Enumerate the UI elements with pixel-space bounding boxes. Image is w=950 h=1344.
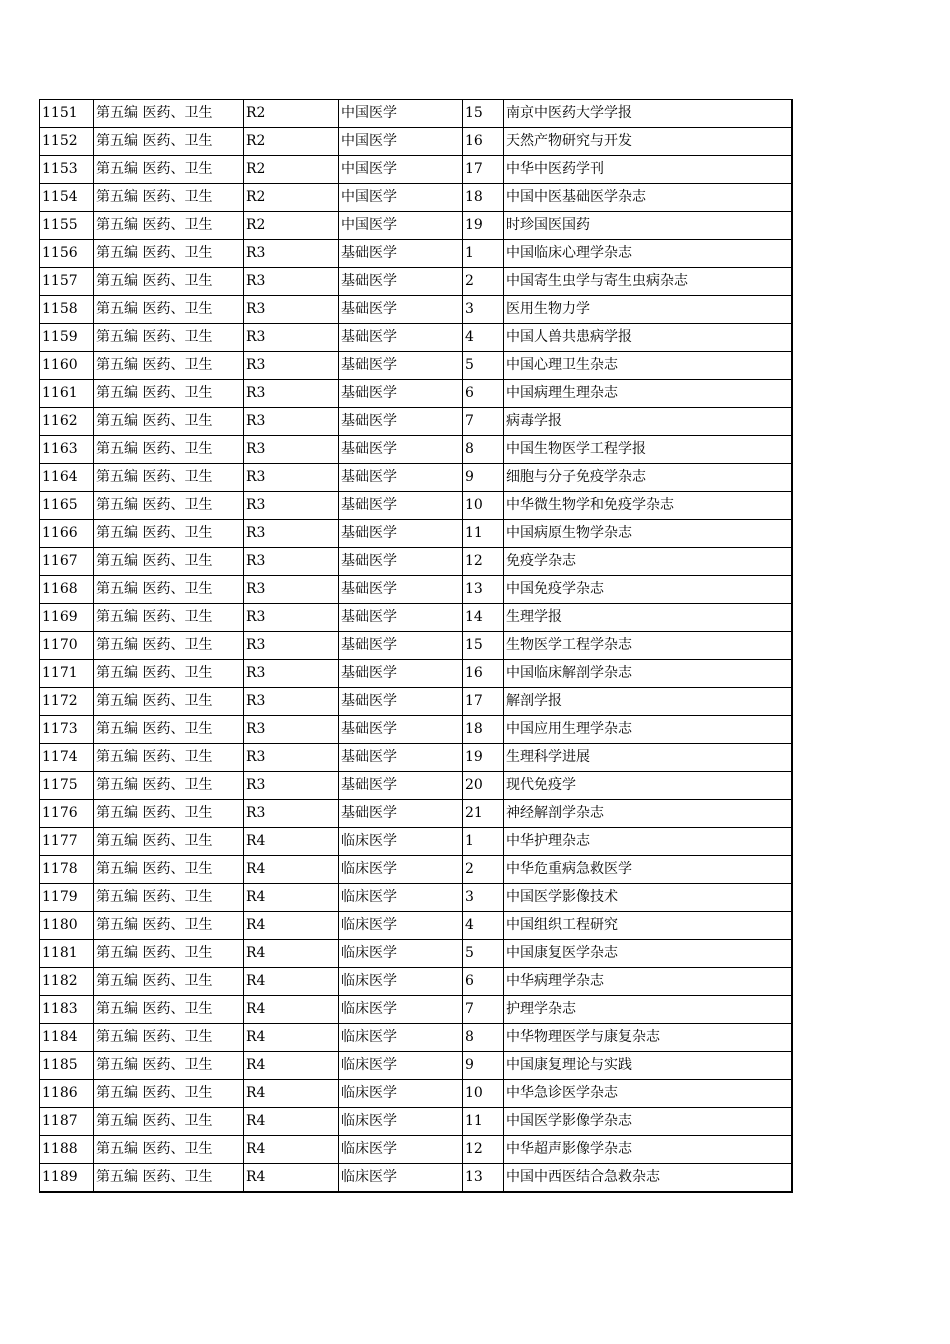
category-cell[interactable]: 基础医学 (339, 688, 463, 716)
journal-title-cell[interactable]: 神经解剖学杂志 (504, 800, 792, 828)
table-row (40, 268, 792, 296)
table-row (40, 128, 792, 156)
section-cell[interactable]: 第五编 医药、卫生 (94, 996, 244, 1024)
rank-cell[interactable]: 16 (463, 660, 504, 688)
table-row (40, 100, 792, 128)
section-cell[interactable]: 第五编 医药、卫生 (94, 1108, 244, 1136)
section-cell[interactable]: 第五编 医药、卫生 (94, 100, 244, 128)
row-number-cell[interactable]: 1159 (40, 324, 94, 352)
row-number-cell[interactable]: 1182 (40, 968, 94, 996)
category-cell[interactable]: 临床医学 (339, 884, 463, 912)
table-row (40, 940, 792, 968)
rank-cell[interactable]: 19 (463, 212, 504, 240)
table-row (40, 408, 792, 436)
section-cell[interactable]: 第五编 医药、卫生 (94, 744, 244, 772)
category-cell[interactable]: 中国医学 (339, 100, 463, 128)
table-row (40, 632, 792, 660)
table-row (40, 240, 792, 268)
class-code-cell[interactable]: R4 (244, 968, 339, 996)
journal-title-cell[interactable]: 免疫学杂志 (504, 548, 792, 576)
table-row (40, 1108, 792, 1136)
row-number-cell[interactable]: 1163 (40, 436, 94, 464)
category-cell[interactable]: 基础医学 (339, 352, 463, 380)
class-code-cell[interactable]: R3 (244, 772, 339, 800)
class-code-cell[interactable]: R3 (244, 548, 339, 576)
category-cell[interactable]: 临床医学 (339, 996, 463, 1024)
section-cell[interactable]: 第五编 医药、卫生 (94, 1080, 244, 1108)
class-code-cell[interactable]: R3 (244, 688, 339, 716)
rank-cell[interactable]: 1 (463, 828, 504, 856)
rank-cell[interactable]: 3 (463, 884, 504, 912)
row-number-cell[interactable]: 1156 (40, 240, 94, 268)
section-cell[interactable]: 第五编 医药、卫生 (94, 884, 244, 912)
class-code-cell[interactable]: R2 (244, 212, 339, 240)
category-cell[interactable]: 基础医学 (339, 548, 463, 576)
journal-title-cell[interactable]: 南京中医药大学学报 (504, 100, 792, 128)
category-cell[interactable]: 基础医学 (339, 324, 463, 352)
row-number-cell[interactable]: 1185 (40, 1052, 94, 1080)
rank-cell[interactable]: 19 (463, 744, 504, 772)
table-row (40, 548, 792, 576)
row-number-cell[interactable]: 1174 (40, 744, 94, 772)
section-cell[interactable]: 第五编 医药、卫生 (94, 940, 244, 968)
row-number-cell[interactable]: 1181 (40, 940, 94, 968)
rank-cell[interactable]: 12 (463, 1136, 504, 1164)
journal-title-cell[interactable]: 中华超声影像学杂志 (504, 1136, 792, 1164)
table-row (40, 856, 792, 884)
class-code-cell[interactable]: R3 (244, 716, 339, 744)
journal-title-cell[interactable]: 中国应用生理学杂志 (504, 716, 792, 744)
table-row (40, 1024, 792, 1052)
journal-title-cell[interactable]: 时珍国医国药 (504, 212, 792, 240)
rank-cell[interactable]: 2 (463, 856, 504, 884)
category-cell[interactable]: 临床医学 (339, 1108, 463, 1136)
row-number-cell[interactable]: 1178 (40, 856, 94, 884)
class-code-cell[interactable]: R4 (244, 828, 339, 856)
class-code-cell[interactable]: R3 (244, 436, 339, 464)
table-row (40, 1164, 792, 1193)
rank-cell[interactable]: 17 (463, 688, 504, 716)
class-code-cell[interactable]: R3 (244, 604, 339, 632)
class-code-cell[interactable]: R3 (244, 324, 339, 352)
row-number-cell[interactable]: 1176 (40, 800, 94, 828)
rank-cell[interactable]: 15 (463, 632, 504, 660)
table-row (40, 212, 792, 240)
row-number-cell[interactable]: 1188 (40, 1136, 94, 1164)
category-cell[interactable]: 基础医学 (339, 408, 463, 436)
section-cell[interactable]: 第五编 医药、卫生 (94, 716, 244, 744)
rank-cell[interactable]: 17 (463, 156, 504, 184)
category-cell[interactable]: 基础医学 (339, 800, 463, 828)
class-code-cell[interactable]: R4 (244, 884, 339, 912)
journal-title-cell[interactable]: 中华中医药学刊 (504, 156, 792, 184)
table-row (40, 296, 792, 324)
row-number-cell[interactable]: 1165 (40, 492, 94, 520)
section-cell[interactable]: 第五编 医药、卫生 (94, 576, 244, 604)
table-row (40, 828, 792, 856)
section-cell[interactable]: 第五编 医药、卫生 (94, 520, 244, 548)
journal-title-cell[interactable]: 中华护理杂志 (504, 828, 792, 856)
category-cell[interactable]: 临床医学 (339, 856, 463, 884)
rank-cell[interactable]: 5 (463, 940, 504, 968)
table-row (40, 772, 792, 800)
section-cell[interactable]: 第五编 医药、卫生 (94, 1052, 244, 1080)
journal-title-cell[interactable]: 中国临床心理学杂志 (504, 240, 792, 268)
table-row (40, 884, 792, 912)
row-number-cell[interactable]: 1170 (40, 632, 94, 660)
section-cell[interactable]: 第五编 医药、卫生 (94, 660, 244, 688)
row-number-cell[interactable]: 1187 (40, 1108, 94, 1136)
section-cell[interactable]: 第五编 医药、卫生 (94, 604, 244, 632)
journal-title-cell[interactable]: 中国医学影像技术 (504, 884, 792, 912)
row-number-cell[interactable]: 1179 (40, 884, 94, 912)
row-number-cell[interactable]: 1189 (40, 1164, 94, 1193)
category-cell[interactable]: 基础医学 (339, 716, 463, 744)
category-cell[interactable]: 临床医学 (339, 1136, 463, 1164)
journal-title-cell[interactable]: 中国中医基础医学杂志 (504, 184, 792, 212)
row-number-cell[interactable]: 1155 (40, 212, 94, 240)
row-number-cell[interactable]: 1171 (40, 660, 94, 688)
table-row (40, 912, 792, 940)
section-cell[interactable]: 第五编 医药、卫生 (94, 184, 244, 212)
section-cell[interactable]: 第五编 医药、卫生 (94, 856, 244, 884)
journal-title-cell[interactable]: 中国临床解剖学杂志 (504, 660, 792, 688)
section-cell[interactable]: 第五编 医药、卫生 (94, 352, 244, 380)
rank-cell[interactable]: 14 (463, 604, 504, 632)
table-row (40, 1080, 792, 1108)
table-row (40, 716, 792, 744)
class-code-cell[interactable]: R3 (244, 800, 339, 828)
rank-cell[interactable]: 18 (463, 716, 504, 744)
journal-title-cell[interactable]: 生理科学进展 (504, 744, 792, 772)
category-cell[interactable]: 中国医学 (339, 128, 463, 156)
class-code-cell[interactable]: R3 (244, 380, 339, 408)
category-cell[interactable]: 基础医学 (339, 604, 463, 632)
row-number-cell[interactable]: 1164 (40, 464, 94, 492)
journal-title-cell[interactable]: 医用生物力学 (504, 296, 792, 324)
row-number-cell[interactable]: 1180 (40, 912, 94, 940)
section-cell[interactable]: 第五编 医药、卫生 (94, 128, 244, 156)
row-number-cell[interactable]: 1161 (40, 380, 94, 408)
journal-title-cell[interactable]: 生理学报 (504, 604, 792, 632)
row-number-cell[interactable]: 1183 (40, 996, 94, 1024)
section-cell[interactable]: 第五编 医药、卫生 (94, 296, 244, 324)
category-cell[interactable]: 中国医学 (339, 184, 463, 212)
rank-cell[interactable]: 21 (463, 800, 504, 828)
category-cell[interactable]: 临床医学 (339, 912, 463, 940)
rank-cell[interactable]: 3 (463, 296, 504, 324)
category-cell[interactable]: 基础医学 (339, 632, 463, 660)
table-row (40, 1052, 792, 1080)
class-code-cell[interactable]: R4 (244, 1136, 339, 1164)
category-cell[interactable]: 临床医学 (339, 1024, 463, 1052)
class-code-cell[interactable]: R3 (244, 240, 339, 268)
category-cell[interactable]: 中国医学 (339, 212, 463, 240)
table-row (40, 436, 792, 464)
rank-cell[interactable]: 20 (463, 772, 504, 800)
row-number-cell[interactable]: 1169 (40, 604, 94, 632)
table-row (40, 492, 792, 520)
class-code-cell[interactable]: R3 (244, 492, 339, 520)
class-code-cell[interactable]: R3 (244, 352, 339, 380)
rank-cell[interactable]: 15 (463, 100, 504, 128)
section-cell[interactable]: 第五编 医药、卫生 (94, 912, 244, 940)
journal-title-cell[interactable]: 中国中西医结合急救杂志 (504, 1164, 792, 1193)
class-code-cell[interactable]: R3 (244, 464, 339, 492)
class-code-cell[interactable]: R3 (244, 660, 339, 688)
table-row (40, 352, 792, 380)
section-cell[interactable]: 第五编 医药、卫生 (94, 1136, 244, 1164)
section-cell[interactable]: 第五编 医药、卫生 (94, 800, 244, 828)
journal-title-cell[interactable]: 中国生物医学工程学报 (504, 436, 792, 464)
section-cell[interactable]: 第五编 医药、卫生 (94, 548, 244, 576)
journal-title-cell[interactable]: 中国病原生物学杂志 (504, 520, 792, 548)
table-row (40, 744, 792, 772)
category-cell[interactable]: 基础医学 (339, 464, 463, 492)
journal-title-cell[interactable]: 中国康复理论与实践 (504, 1052, 792, 1080)
class-code-cell[interactable]: R2 (244, 184, 339, 212)
rank-cell[interactable]: 7 (463, 408, 504, 436)
class-code-cell[interactable]: R4 (244, 940, 339, 968)
section-cell[interactable]: 第五编 医药、卫生 (94, 968, 244, 996)
category-cell[interactable]: 基础医学 (339, 492, 463, 520)
journal-title-cell[interactable]: 中华物理医学与康复杂志 (504, 1024, 792, 1052)
journal-title-cell[interactable]: 生物医学工程学杂志 (504, 632, 792, 660)
journal-title-cell[interactable]: 中华危重病急救医学 (504, 856, 792, 884)
rank-cell[interactable]: 10 (463, 1080, 504, 1108)
section-cell[interactable]: 第五编 医药、卫生 (94, 268, 244, 296)
class-code-cell[interactable]: R3 (244, 576, 339, 604)
rank-cell[interactable]: 4 (463, 324, 504, 352)
class-code-cell[interactable]: R3 (244, 268, 339, 296)
rank-cell[interactable]: 11 (463, 520, 504, 548)
table-row (40, 660, 792, 688)
rank-cell[interactable]: 6 (463, 380, 504, 408)
rank-cell[interactable]: 9 (463, 1052, 504, 1080)
row-number-cell[interactable]: 1158 (40, 296, 94, 324)
class-code-cell[interactable]: R4 (244, 1164, 339, 1193)
journal-title-cell[interactable]: 解剖学报 (504, 688, 792, 716)
row-number-cell[interactable]: 1173 (40, 716, 94, 744)
row-number-cell[interactable]: 1177 (40, 828, 94, 856)
class-code-cell[interactable]: R4 (244, 1052, 339, 1080)
table-row (40, 520, 792, 548)
class-code-cell[interactable]: R4 (244, 1108, 339, 1136)
table-row (40, 184, 792, 212)
journal-title-cell[interactable]: 中国寄生虫学与寄生虫病杂志 (504, 268, 792, 296)
rank-cell[interactable]: 8 (463, 1024, 504, 1052)
table-row (40, 800, 792, 828)
category-cell[interactable]: 基础医学 (339, 436, 463, 464)
section-cell[interactable]: 第五编 医药、卫生 (94, 380, 244, 408)
journal-title-cell[interactable]: 中国组织工程研究 (504, 912, 792, 940)
category-cell[interactable]: 临床医学 (339, 1052, 463, 1080)
class-code-cell[interactable]: R4 (244, 912, 339, 940)
journal-title-cell[interactable]: 现代免疫学 (504, 772, 792, 800)
rank-cell[interactable]: 2 (463, 268, 504, 296)
category-cell[interactable]: 临床医学 (339, 828, 463, 856)
category-cell[interactable]: 临床医学 (339, 968, 463, 996)
row-number-cell[interactable]: 1154 (40, 184, 94, 212)
row-number-cell[interactable]: 1175 (40, 772, 94, 800)
row-number-cell[interactable]: 1167 (40, 548, 94, 576)
table-row (40, 688, 792, 716)
section-cell[interactable]: 第五编 医药、卫生 (94, 464, 244, 492)
rank-cell[interactable]: 1 (463, 240, 504, 268)
rank-cell[interactable]: 10 (463, 492, 504, 520)
journal-table (39, 99, 793, 1193)
table-row (40, 156, 792, 184)
section-cell[interactable]: 第五编 医药、卫生 (94, 436, 244, 464)
row-number-cell[interactable]: 1184 (40, 1024, 94, 1052)
row-number-cell[interactable]: 1186 (40, 1080, 94, 1108)
category-cell[interactable]: 基础医学 (339, 576, 463, 604)
table-row (40, 968, 792, 996)
spreadsheet-page (39, 99, 791, 1193)
rank-cell[interactable]: 13 (463, 1164, 504, 1193)
journal-title-cell[interactable]: 中华病理学杂志 (504, 968, 792, 996)
category-cell[interactable]: 基础医学 (339, 520, 463, 548)
journal-title-cell[interactable]: 细胞与分子免疫学杂志 (504, 464, 792, 492)
row-number-cell[interactable]: 1157 (40, 268, 94, 296)
rank-cell[interactable]: 4 (463, 912, 504, 940)
category-cell[interactable]: 中国医学 (339, 156, 463, 184)
class-code-cell[interactable]: R4 (244, 1080, 339, 1108)
journal-title-cell[interactable]: 中国病理生理杂志 (504, 380, 792, 408)
row-number-cell[interactable]: 1152 (40, 128, 94, 156)
journal-title-cell[interactable]: 中国医学影像学杂志 (504, 1108, 792, 1136)
journal-title-cell[interactable]: 中国康复医学杂志 (504, 940, 792, 968)
row-number-cell[interactable]: 1166 (40, 520, 94, 548)
row-number-cell[interactable]: 1168 (40, 576, 94, 604)
journal-title-cell[interactable]: 中国人兽共患病学报 (504, 324, 792, 352)
class-code-cell[interactable]: R2 (244, 128, 339, 156)
journal-title-cell[interactable]: 天然产物研究与开发 (504, 128, 792, 156)
category-cell[interactable]: 基础医学 (339, 744, 463, 772)
category-cell[interactable]: 基础医学 (339, 240, 463, 268)
journal-title-cell[interactable]: 中国心理卫生杂志 (504, 352, 792, 380)
class-code-cell[interactable]: R3 (244, 408, 339, 436)
class-code-cell[interactable]: R2 (244, 100, 339, 128)
section-cell[interactable]: 第五编 医药、卫生 (94, 1024, 244, 1052)
rank-cell[interactable]: 16 (463, 128, 504, 156)
section-cell[interactable]: 第五编 医药、卫生 (94, 828, 244, 856)
section-cell[interactable]: 第五编 医药、卫生 (94, 632, 244, 660)
row-number-cell[interactable]: 1151 (40, 100, 94, 128)
table-row (40, 604, 792, 632)
rank-cell[interactable]: 5 (463, 352, 504, 380)
rank-cell[interactable]: 13 (463, 576, 504, 604)
section-cell[interactable]: 第五编 医药、卫生 (94, 324, 244, 352)
row-number-cell[interactable]: 1172 (40, 688, 94, 716)
rank-cell[interactable]: 12 (463, 548, 504, 576)
row-number-cell[interactable]: 1162 (40, 408, 94, 436)
section-cell[interactable]: 第五编 医药、卫生 (94, 240, 244, 268)
table-row (40, 380, 792, 408)
row-number-cell[interactable]: 1160 (40, 352, 94, 380)
section-cell[interactable]: 第五编 医药、卫生 (94, 212, 244, 240)
rank-cell[interactable]: 11 (463, 1108, 504, 1136)
category-cell[interactable]: 临床医学 (339, 1080, 463, 1108)
row-number-cell[interactable]: 1153 (40, 156, 94, 184)
rank-cell[interactable]: 18 (463, 184, 504, 212)
category-cell[interactable]: 基础医学 (339, 380, 463, 408)
rank-cell[interactable]: 8 (463, 436, 504, 464)
category-cell[interactable]: 基础医学 (339, 296, 463, 324)
section-cell[interactable]: 第五编 医药、卫生 (94, 688, 244, 716)
table-row (40, 1136, 792, 1164)
table-row (40, 324, 792, 352)
class-code-cell[interactable]: R2 (244, 156, 339, 184)
category-cell[interactable]: 临床医学 (339, 940, 463, 968)
category-cell[interactable]: 基础医学 (339, 660, 463, 688)
class-code-cell[interactable]: R3 (244, 632, 339, 660)
category-cell[interactable]: 临床医学 (339, 1164, 463, 1193)
table-row (40, 996, 792, 1024)
journal-title-cell[interactable]: 中华微生物学和免疫学杂志 (504, 492, 792, 520)
class-code-cell[interactable]: R4 (244, 996, 339, 1024)
table-body (40, 100, 792, 1193)
section-cell[interactable]: 第五编 医药、卫生 (94, 156, 244, 184)
journal-title-cell[interactable]: 护理学杂志 (504, 996, 792, 1024)
class-code-cell[interactable]: R4 (244, 1024, 339, 1052)
class-code-cell[interactable]: R3 (244, 744, 339, 772)
section-cell[interactable]: 第五编 医药、卫生 (94, 408, 244, 436)
category-cell[interactable]: 基础医学 (339, 772, 463, 800)
class-code-cell[interactable]: R3 (244, 520, 339, 548)
journal-title-cell[interactable]: 病毒学报 (504, 408, 792, 436)
rank-cell[interactable]: 9 (463, 464, 504, 492)
journal-title-cell[interactable]: 中国免疫学杂志 (504, 576, 792, 604)
category-cell[interactable]: 基础医学 (339, 268, 463, 296)
journal-title-cell[interactable]: 中华急诊医学杂志 (504, 1080, 792, 1108)
rank-cell[interactable]: 6 (463, 968, 504, 996)
section-cell[interactable]: 第五编 医药、卫生 (94, 492, 244, 520)
section-cell[interactable]: 第五编 医药、卫生 (94, 1164, 244, 1193)
class-code-cell[interactable]: R4 (244, 856, 339, 884)
table-row (40, 576, 792, 604)
rank-cell[interactable]: 7 (463, 996, 504, 1024)
class-code-cell[interactable]: R3 (244, 296, 339, 324)
table-row (40, 464, 792, 492)
section-cell[interactable]: 第五编 医药、卫生 (94, 772, 244, 800)
